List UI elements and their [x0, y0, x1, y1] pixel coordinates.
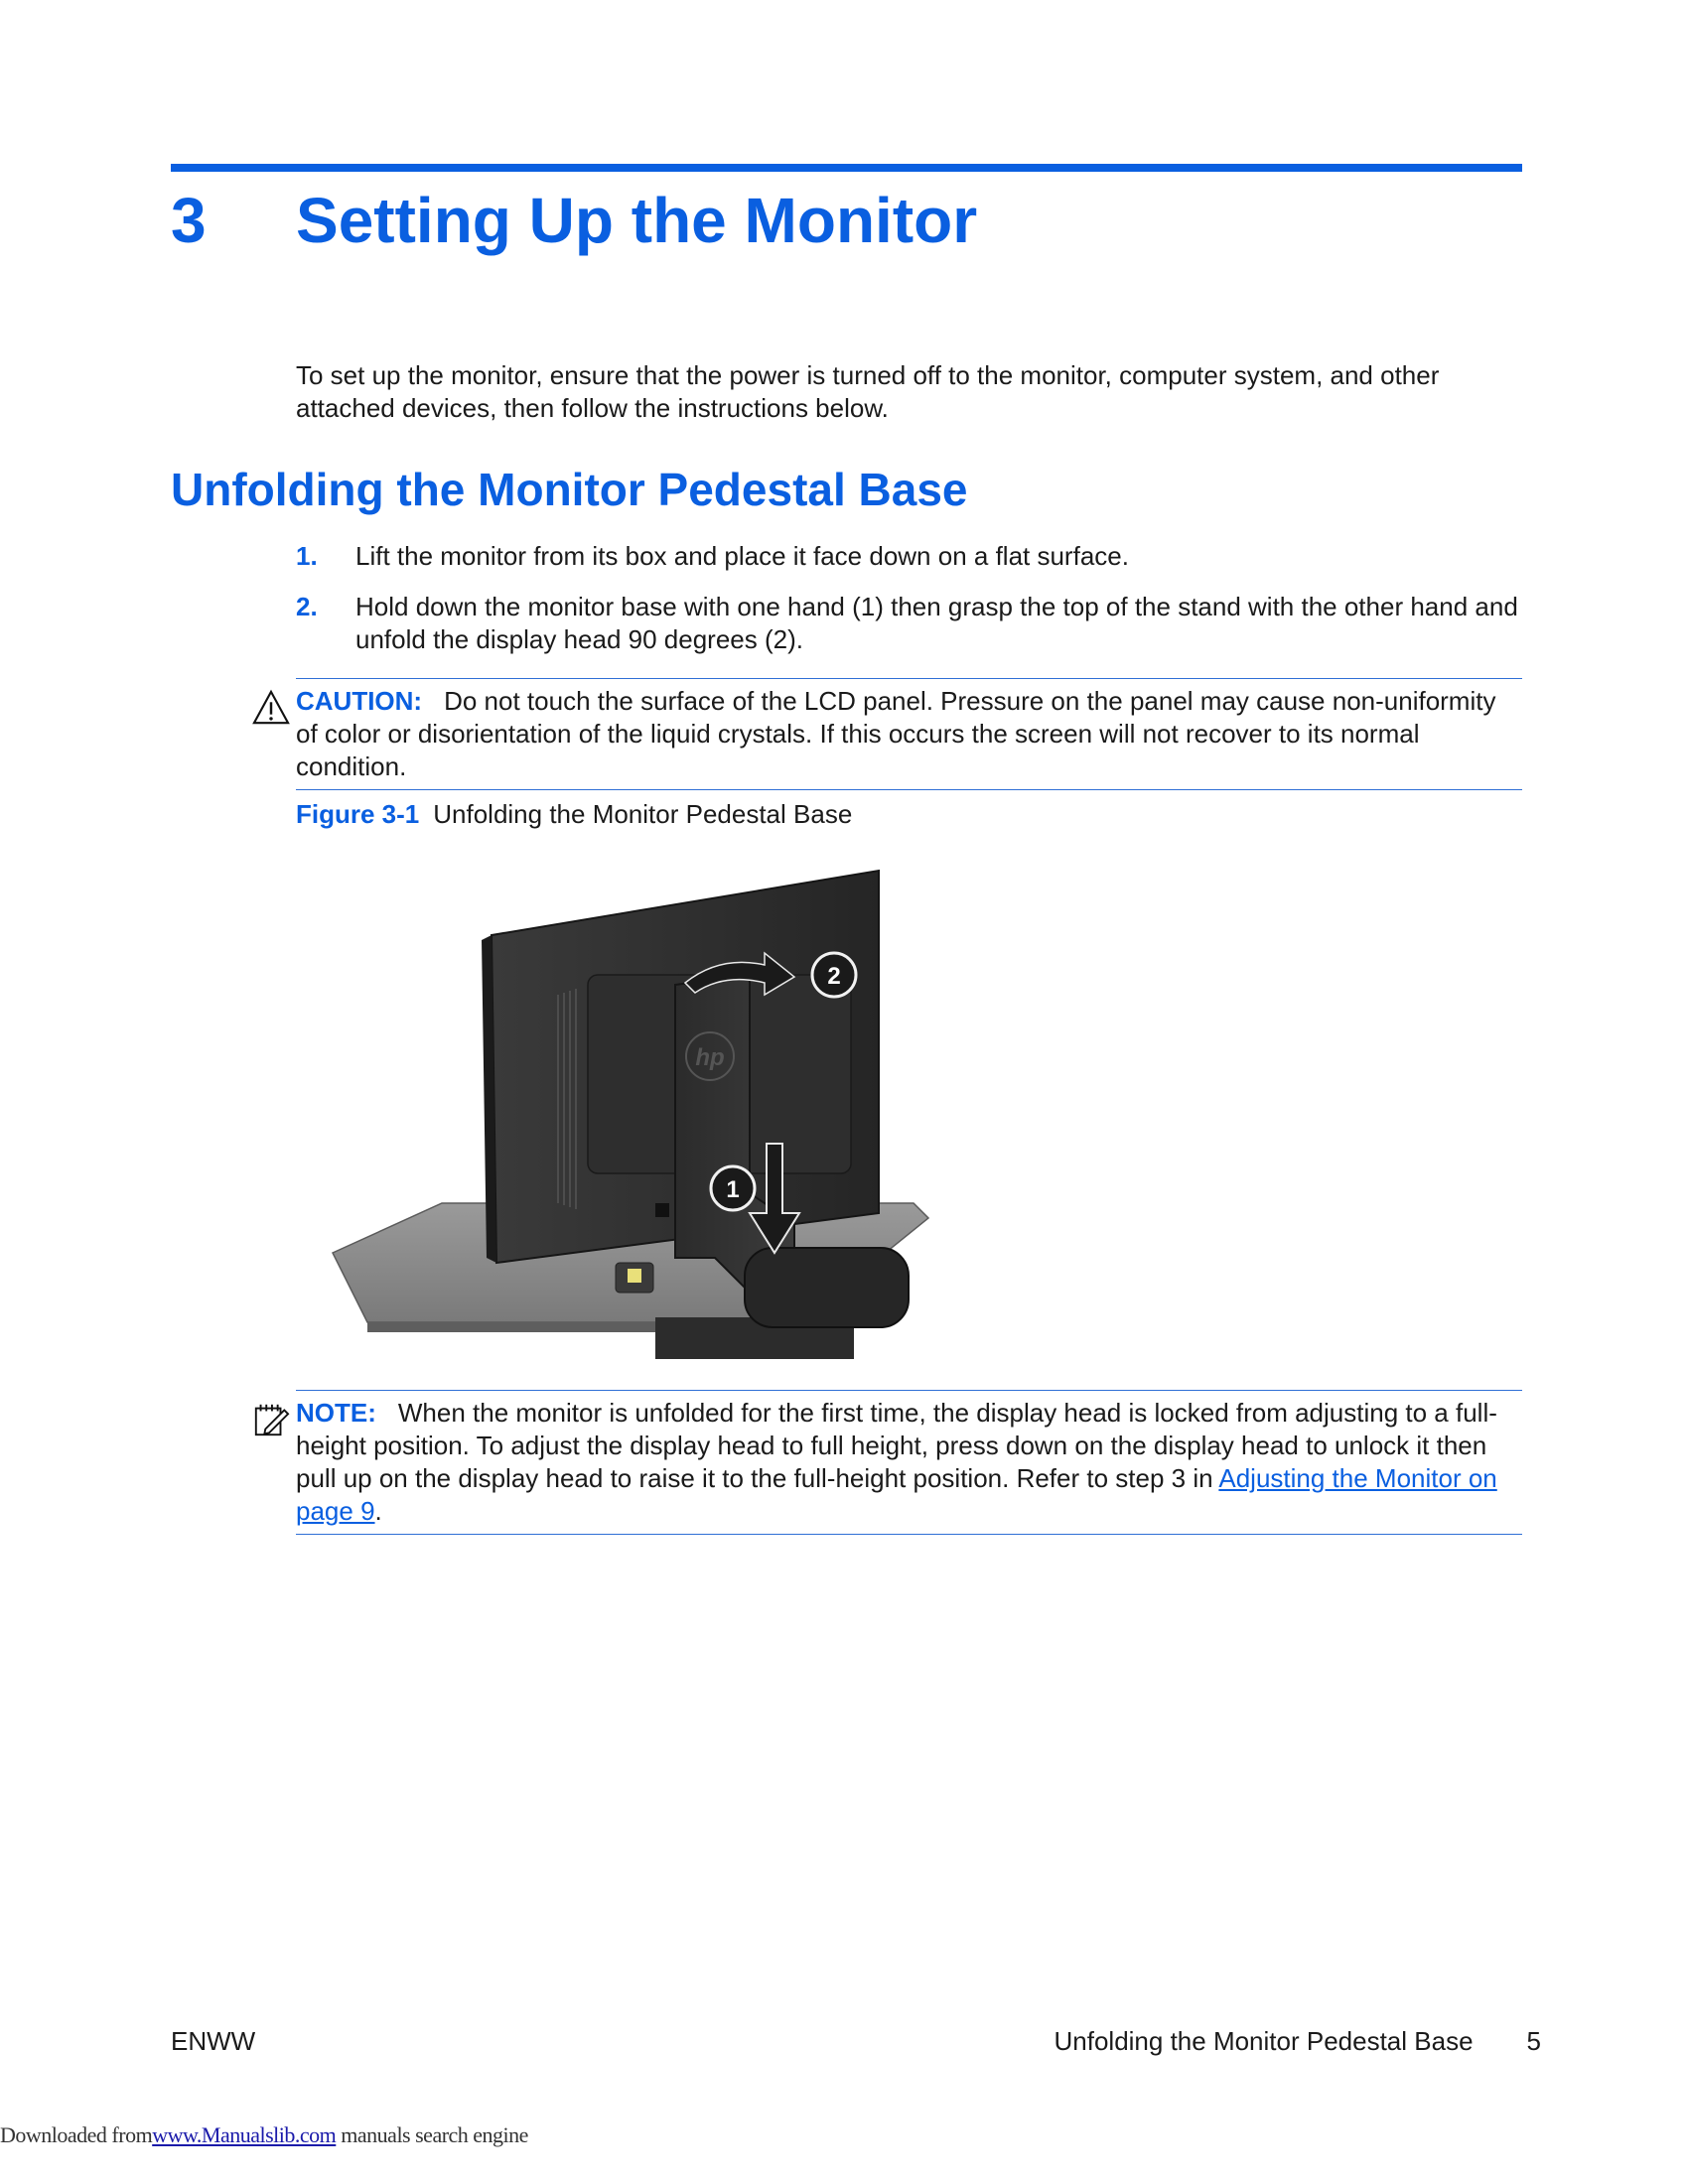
warning-triangle-icon — [252, 689, 290, 727]
download-source-line — [0, 2122, 528, 2148]
note-box — [296, 1390, 1522, 1535]
note-pad-icon — [252, 1401, 290, 1438]
figure-caption — [296, 798, 852, 831]
step-item — [296, 540, 1527, 573]
footer-right — [1055, 2025, 1542, 2057]
footer-left: ENWW — [171, 2026, 256, 2056]
steps-list — [296, 540, 1527, 674]
note-text: When the monitor is unfolded for the first time, the display head is locked from adjusting to a full-height position. To adjust the display head to full height, press down on the display head to unlock it then pull up on the display head to raise it to the full-height position. Refer to step 3 in — [296, 1398, 1497, 1493]
caution-text: Do not touch the surface of the LCD panel. Pressure on the panel may cause non-uniformity of color or disorientation of the liquid crystals. If this occurs the screen will not recover to its normal condition. — [296, 686, 1496, 781]
step-number: 1. — [296, 541, 318, 571]
note-label: NOTE: — [296, 1398, 376, 1428]
callout-1-label: 1 — [726, 1176, 740, 1203]
chapter-title: Setting Up the Monitor — [296, 185, 978, 256]
note-end: . — [374, 1496, 382, 1526]
chapter-number: 3 — [171, 185, 207, 256]
callout-2-label: 2 — [827, 963, 841, 990]
step-text: Lift the monitor from its box and place it face down on a flat surface. — [355, 541, 1129, 571]
monitor-unfolding-illustration — [328, 866, 943, 1367]
download-prefix: Downloaded from — [0, 2122, 153, 2147]
step-item — [296, 591, 1527, 656]
chapter-heading — [171, 181, 977, 260]
step-text: Hold down the monitor base with one hand (1) then grasp the top of the stand with the other hand and unfold the display head 90 degrees (2). — [355, 592, 1518, 654]
intro-paragraph: To set up the monitor, ensure that the power is turned off to the monitor, computer system, and other attached devices, then follow the instructions below. — [296, 360, 1440, 423]
step-number: 2. — [296, 592, 318, 621]
chapter-rule — [171, 164, 1522, 172]
caution-label: CAUTION: — [296, 686, 423, 716]
caution-box — [296, 678, 1522, 790]
figure-caption-text: Unfolding the Monitor Pedestal Base — [433, 799, 853, 829]
download-suffix: manuals search engine — [341, 2122, 528, 2147]
manualslib-link[interactable]: www.Manualslib.com — [152, 2122, 337, 2147]
figure-label: Figure 3-1 — [296, 799, 420, 829]
adjusting-monitor-link[interactable]: Adjusting the Monitor on page 9 — [296, 1463, 1497, 1526]
footer-page-number: 5 — [1526, 2026, 1541, 2056]
section-heading: Unfolding the Monitor Pedestal Base — [171, 464, 968, 515]
footer-section: Unfolding the Monitor Pedestal Base — [1054, 2026, 1474, 2056]
hp-logo: hp — [695, 1044, 725, 1071]
